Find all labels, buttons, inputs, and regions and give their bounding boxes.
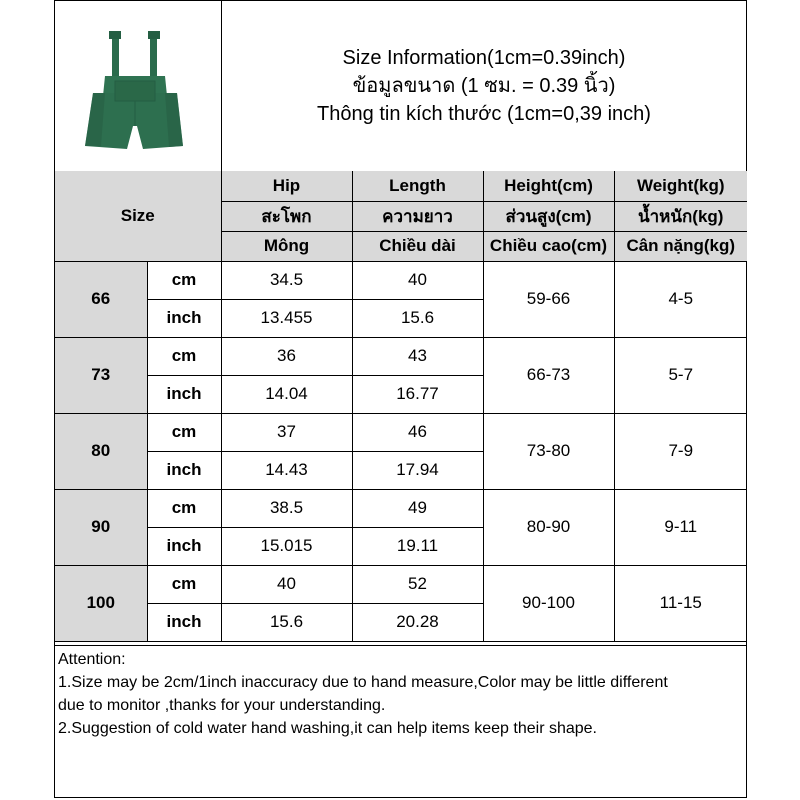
table-row bbox=[55, 261, 747, 299]
col-height-vi: Chiều cao(cm) bbox=[483, 231, 614, 261]
note-line: 1.Size may be 2cm/1inch inaccuracy due to hand measure,Color may be little different bbox=[58, 674, 668, 691]
weight-range: 11-15 bbox=[614, 565, 747, 641]
col-length-th: ความยาว bbox=[352, 201, 483, 231]
hip-inch: 14.04 bbox=[221, 375, 352, 413]
col-weight-vi: Cân nặng(kg) bbox=[614, 231, 747, 261]
length-inch: 15.6 bbox=[352, 299, 483, 337]
notes-heading: Attention: bbox=[58, 651, 126, 668]
unit-cm: cm bbox=[147, 565, 221, 603]
length-inch: 20.28 bbox=[352, 603, 483, 641]
height-range: 73-80 bbox=[483, 413, 614, 489]
height-range: 80-90 bbox=[483, 489, 614, 565]
unit-cm: cm bbox=[147, 261, 221, 299]
weight-range: 5-7 bbox=[614, 337, 747, 413]
col-hip-th: สะโพก bbox=[221, 201, 352, 231]
col-weight-en: Weight(kg) bbox=[614, 171, 747, 201]
size-information-title bbox=[222, 1, 746, 171]
hip-inch: 13.455 bbox=[221, 299, 352, 337]
size-chart-sheet bbox=[54, 0, 747, 798]
hip-inch: 15.6 bbox=[221, 603, 352, 641]
col-hip-vi: Mông bbox=[221, 231, 352, 261]
table-row bbox=[55, 565, 747, 603]
hip-cm: 36 bbox=[221, 337, 352, 375]
table-row bbox=[55, 489, 747, 527]
size-value: 66 bbox=[55, 261, 147, 337]
size-table bbox=[55, 171, 747, 642]
length-cm: 43 bbox=[352, 337, 483, 375]
length-inch: 19.11 bbox=[352, 527, 483, 565]
size-value: 73 bbox=[55, 337, 147, 413]
weight-range: 9-11 bbox=[614, 489, 747, 565]
length-cm: 49 bbox=[352, 489, 483, 527]
unit-inch: inch bbox=[147, 375, 221, 413]
title-vietnamese: Thông tin kích thước (1cm=0,39 inch) bbox=[317, 103, 651, 125]
size-value: 90 bbox=[55, 489, 147, 565]
col-height-th: ส่วนสูง(cm) bbox=[483, 201, 614, 231]
note-line: 2.Suggestion of cold water hand washing,it can help items keep their shape. bbox=[58, 720, 597, 737]
header-section bbox=[55, 1, 746, 172]
hip-inch: 15.015 bbox=[221, 527, 352, 565]
hip-cm: 34.5 bbox=[221, 261, 352, 299]
size-header: Size bbox=[55, 171, 221, 261]
unit-inch: inch bbox=[147, 451, 221, 489]
attention-notes bbox=[55, 645, 746, 742]
col-height-en: Height(cm) bbox=[483, 171, 614, 201]
note-line: due to monitor ,thanks for your understanding. bbox=[58, 697, 386, 714]
length-cm: 40 bbox=[352, 261, 483, 299]
height-range: 90-100 bbox=[483, 565, 614, 641]
size-value: 100 bbox=[55, 565, 147, 641]
title-english: Size Information(1cm=0.39inch) bbox=[342, 47, 626, 69]
height-range: 66-73 bbox=[483, 337, 614, 413]
length-inch: 16.77 bbox=[352, 375, 483, 413]
col-length-en: Length bbox=[352, 171, 483, 201]
col-hip-en: Hip bbox=[221, 171, 352, 201]
weight-range: 4-5 bbox=[614, 261, 747, 337]
hip-cm: 38.5 bbox=[221, 489, 352, 527]
hip-cm: 40 bbox=[221, 565, 352, 603]
col-weight-th: น้ำหนัก(kg) bbox=[614, 201, 747, 231]
hip-inch: 14.43 bbox=[221, 451, 352, 489]
length-inch: 17.94 bbox=[352, 451, 483, 489]
unit-cm: cm bbox=[147, 337, 221, 375]
size-value: 80 bbox=[55, 413, 147, 489]
unit-cm: cm bbox=[147, 489, 221, 527]
weight-range: 7-9 bbox=[614, 413, 747, 489]
height-range: 59-66 bbox=[483, 261, 614, 337]
unit-cm: cm bbox=[147, 413, 221, 451]
title-thai: ข้อมูลขนาด (1 ซม. = 0.39 นิ้ว) bbox=[352, 75, 616, 97]
length-cm: 46 bbox=[352, 413, 483, 451]
table-row bbox=[55, 337, 747, 375]
unit-inch: inch bbox=[147, 603, 221, 641]
product-photo bbox=[55, 1, 222, 171]
col-length-vi: Chiều dài bbox=[352, 231, 483, 261]
unit-inch: inch bbox=[147, 527, 221, 565]
table-row bbox=[55, 413, 747, 451]
hip-cm: 37 bbox=[221, 413, 352, 451]
length-cm: 52 bbox=[352, 565, 483, 603]
unit-inch: inch bbox=[147, 299, 221, 337]
green-overall-shorts-image bbox=[55, 1, 221, 171]
